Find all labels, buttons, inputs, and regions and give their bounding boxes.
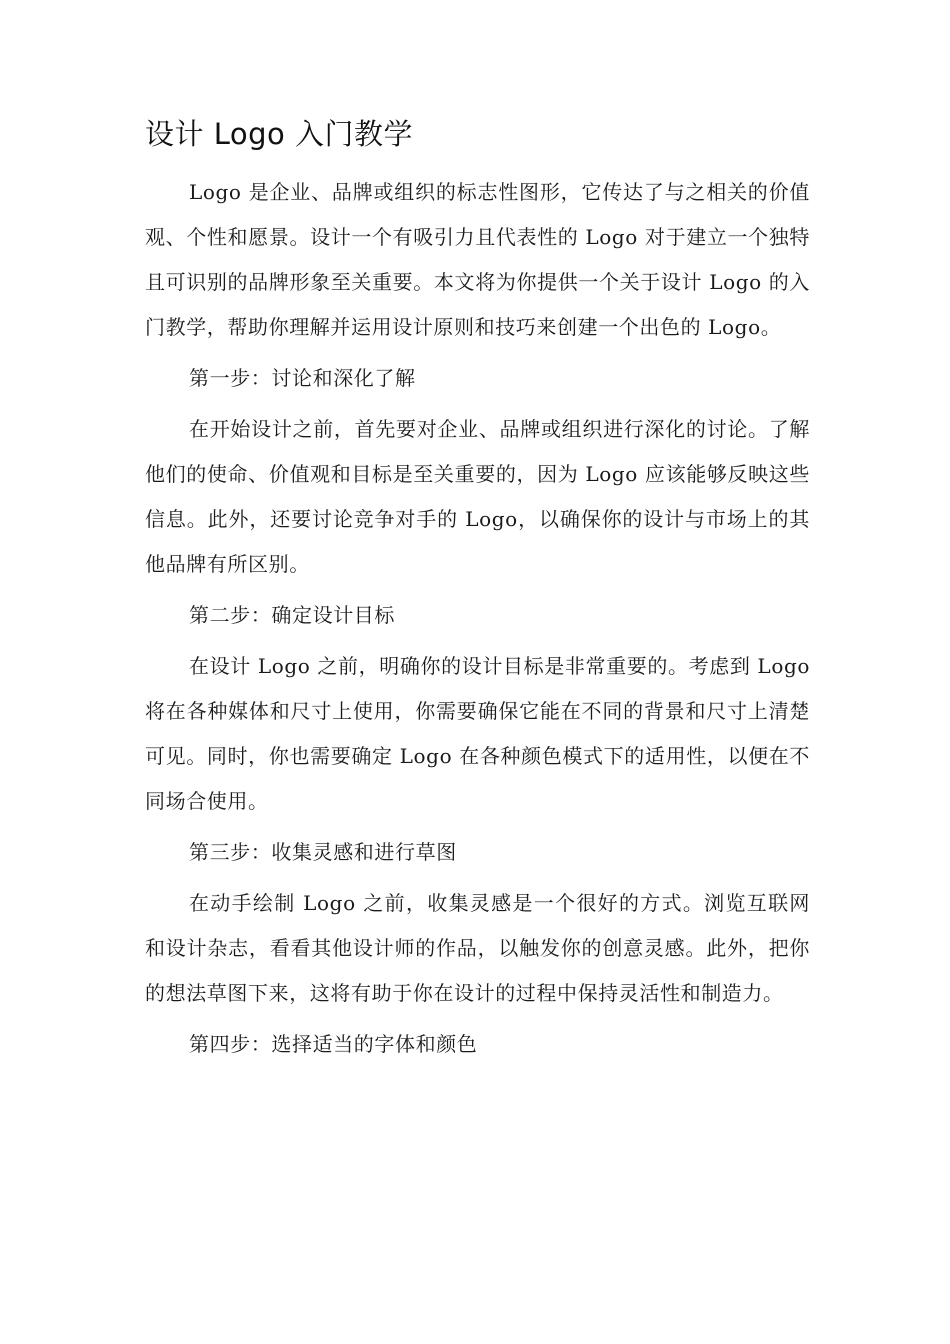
step-2-paragraph: 在设计 Logo 之前，明确你的设计目标是非常重要的。考虑到 Logo 将在各种媒体和尺寸上使用，你需要确保它能在不同的背景和尺寸上清楚可见。同时，你也需要确定 Logo 在各种颜色模式下的适用性，以便在不同场合使用。 [145, 654, 810, 813]
document-body [145, 108, 810, 1073]
document-title: 设计 Logo 入门教学 [145, 117, 413, 151]
step-3-paragraph: 在动手绘制 Logo 之前，收集灵感是一个很好的方式。浏览互联网和设计杂志，看看其他设计师的作品，以触发你的创意灵感。此外，把你的想法草图下来，这将有助于你在设计的过程中保持灵活性和制造力。 [145, 891, 810, 1005]
intro-paragraph: Logo 是企业、品牌或组织的标志性图形，它传达了与之相关的价值观、个性和愿景。设计一个有吸引力且代表性的 Logo 对于建立一个独特且可识别的品牌形象至关重要。本文将为你提供一个关于设计 Logo 的入门教学，帮助你理解并运用设计原则和技巧来创建一个出色的 Logo。 [145, 180, 810, 339]
step-2-heading: 第二步：确定设计目标 [189, 603, 395, 627]
step-1-heading: 第一步：讨论和深化了解 [189, 366, 416, 390]
step-3-heading: 第三步：收集灵感和进行草图 [189, 840, 457, 864]
step-4-heading: 第四步：选择适当的字体和颜色 [189, 1032, 478, 1056]
step-1-paragraph: 在开始设计之前，首先要对企业、品牌或组织进行深化的讨论。了解他们的使命、价值观和目标是至关重要的，因为 Logo 应该能够反映这些信息。此外，还要讨论竞争对手的 Logo，以确保你的设计与市场上的其他品牌有所区别。 [145, 417, 810, 576]
